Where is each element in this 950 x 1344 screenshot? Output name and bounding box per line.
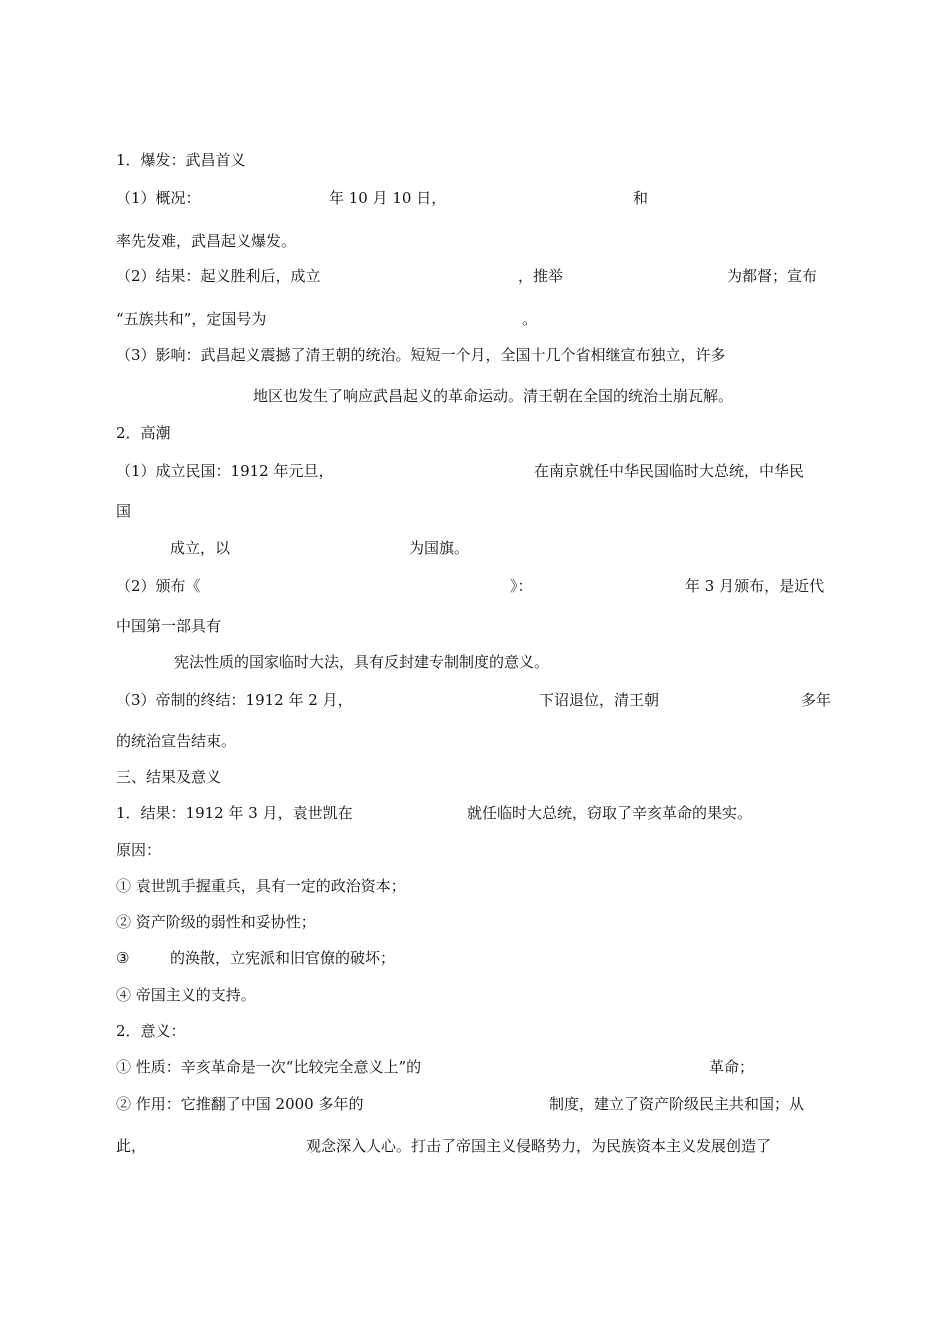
paragraph-impact-cont: 地区也发生了响应武昌起义的革命运动。清王朝在全国的统治土崩瓦解。	[253, 387, 734, 405]
reasons-heading: 原因：	[116, 841, 162, 859]
section-heading-results: 三、结果及意义	[116, 768, 222, 786]
paragraph-founding-cont: 国	[116, 502, 132, 520]
text-segment: （2）结果：起义胜利后，成立	[116, 267, 321, 285]
text-segment: 的涣散，立宪派和旧官僚的破坏；	[170, 949, 396, 967]
paragraph-constitution-cont: 中国第一部具有	[116, 617, 222, 635]
text-segment: 1．结果：1912 年 3 月，袁世凯在	[116, 804, 353, 822]
text-segment: “五族共和”，定国号为	[116, 310, 267, 328]
text-segment: ③	[116, 949, 130, 967]
section-heading-outbreak: 1．爆发：武昌首义	[116, 151, 246, 169]
reason-item: ② 资产阶级的弱性和妥协性；	[116, 913, 316, 931]
text-segment: ② 作用：它推翻了中国 2000 多年的	[116, 1095, 364, 1113]
text-segment: ① 性质：辛亥革命是一次“比较完全意义上”的	[116, 1058, 422, 1076]
section-heading-climax: 2．高潮	[116, 424, 171, 442]
text-segment: 成立，以	[170, 539, 231, 557]
text-segment: 制度，建立了资产阶级民主共和国；从	[549, 1095, 805, 1113]
paragraph-results	[116, 803, 836, 883]
text-segment: 年 10 月 10 日，	[329, 189, 447, 207]
text-segment: 下诏退位，清王朝	[539, 691, 660, 709]
text-segment: （3）帝制的终结：1912 年 2 月，	[116, 691, 353, 709]
paragraph-end-of-monarchy-cont: 的统治宣告结束。	[116, 732, 237, 750]
text-segment: 此，	[116, 1137, 147, 1155]
text-segment: 就任临时大总统，窃取了辛亥革命的果实。	[467, 804, 753, 822]
text-segment: （2）颁布《	[116, 577, 201, 595]
text-segment: 为国旗。	[409, 539, 470, 557]
paragraph-constitution-cont2: 宪法性质的国家临时大法，具有反封建专制制度的意义。	[174, 653, 550, 671]
paragraph-overview-cont: 率先发难，武昌起义爆发。	[116, 232, 297, 250]
text-segment: 在南京就任中华民国临时大总统，中华民	[534, 462, 805, 480]
text-segment: 多年	[801, 691, 832, 709]
text-segment: ，推举	[518, 267, 564, 285]
text-segment: 和	[633, 189, 649, 207]
paragraph-impact: （3）影响：武昌起义震撼了清王朝的统治。短短一个月，全国十几个省相继宣布独立，许多	[116, 346, 726, 364]
significance-item-cont	[116, 1136, 836, 1216]
text-segment: 。	[522, 310, 538, 328]
text-segment: 》：	[510, 577, 533, 595]
text-segment: 年 3 月颁布，是近代	[685, 577, 825, 595]
text-segment: （1）概况：	[116, 189, 201, 207]
text-segment: 为都督；宣布	[727, 267, 818, 285]
reason-item: ④ 帝国主义的支持。	[116, 986, 256, 1004]
paragraph-founding	[116, 461, 836, 541]
reason-item: ① 袁世凯手握重兵，具有一定的政治资本；	[116, 877, 406, 895]
text-segment: 观念深入人心。打击了帝国主义侵略势力，为民族资本主义发展创造了	[306, 1137, 772, 1155]
significance-heading: 2．意义：	[116, 1022, 186, 1040]
text-segment: （1）成立民国：1912 年元旦，	[116, 462, 334, 480]
text-segment: 革命；	[709, 1058, 755, 1076]
